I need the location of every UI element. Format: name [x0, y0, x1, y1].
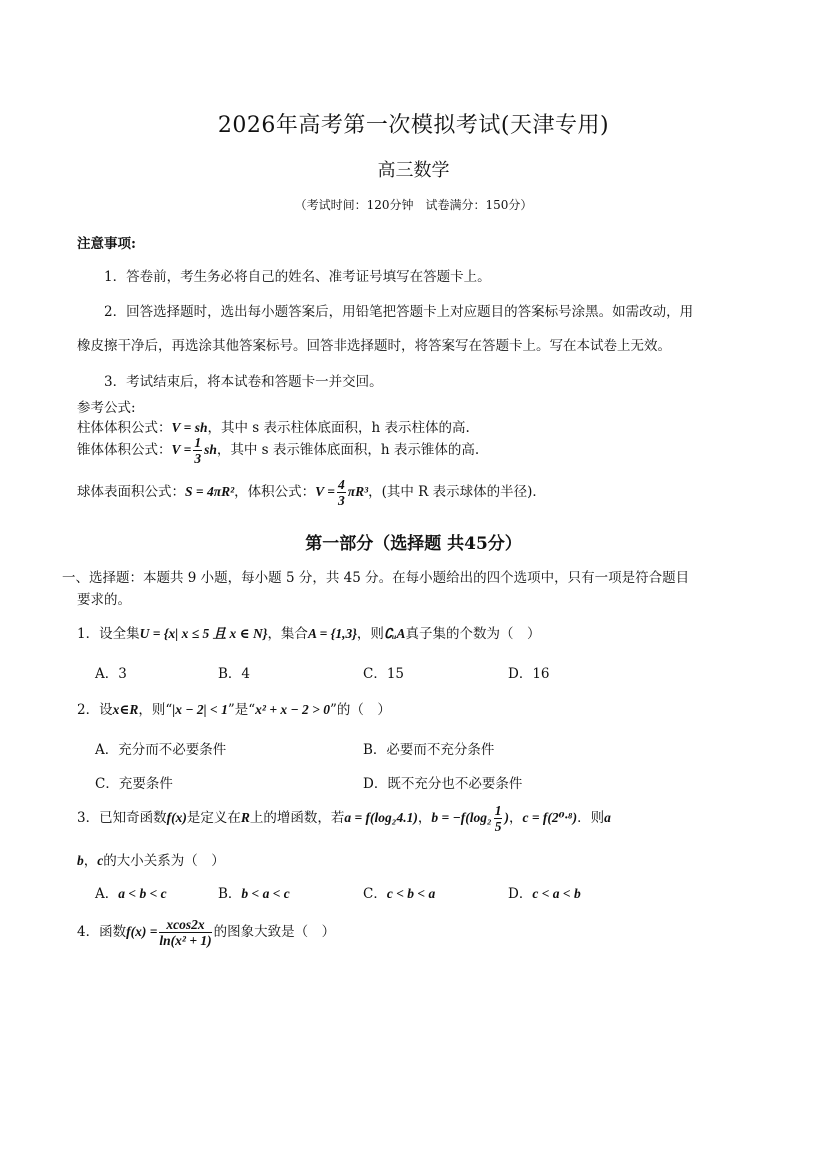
q2-expr2: x² + x − 2 > 0 [255, 702, 331, 717]
q3-post: ．则 [577, 810, 605, 826]
formula-cone-fraction [193, 435, 202, 466]
q3-line2-text: 的大小关系为（ ） [103, 853, 225, 869]
formula-cone-label: 锥体体积公式： [77, 442, 172, 458]
formula-sphere-v: V = [315, 484, 335, 499]
notice-item-1: 1．答卷前，考生务必将自己的姓名、准考证号填写在答题卡上。 [104, 269, 491, 285]
q3-a-var: a [604, 810, 611, 825]
q3-b-den: 5 [494, 819, 502, 834]
q1-mid: ，集合 [267, 626, 308, 642]
formula-sphere-desc: ，(其中 R 表示球体的半径)． [368, 484, 546, 500]
q3-option-b [218, 882, 290, 902]
q3-option-d-label: D． [508, 886, 533, 902]
q3-option-b-expr: b < a < c [241, 886, 290, 901]
q3-fx: f(x) [166, 810, 187, 825]
q3-b-post: ) [504, 810, 509, 825]
section-instructions-line2: 要求的。 [77, 592, 131, 608]
q2-cond: x∈R [112, 702, 139, 717]
q3-mid2: 上的增函数，若 [249, 810, 345, 826]
q3-comma2: ， [508, 810, 523, 826]
q3-option-d-expr: c < a < b [532, 886, 581, 901]
q3-option-b-label: B． [218, 886, 242, 902]
q1-set-a: A = {1,3} [307, 626, 357, 641]
q4-den: ln(x² + 1) [159, 933, 212, 948]
formula-cone-num: 1 [194, 435, 202, 450]
question-4 [77, 917, 335, 948]
q1-set-u: U = {x| x ≤ 5 且 x ∈ N} [139, 626, 268, 641]
q2-option-b: B．必要而不充分条件 [363, 742, 495, 758]
formula-sphere-fraction [337, 477, 346, 508]
q3-pre: 3．已知奇函数 [77, 810, 167, 826]
q1-option-c: C．15 [363, 666, 405, 682]
notice-item-2-line1: 2．回答选择题时，选出每小题答案后，用铅笔把答题卡上对应题目的答案标号涂黑。如需改动，用 [104, 304, 694, 320]
exam-title: 2026年高考第一次模拟考试(天津专用) [217, 113, 610, 138]
q3-line2-c: c [97, 853, 104, 868]
formula-sphere-s: S = 4πR² [185, 484, 235, 499]
formula-cylinder-label: 柱体体积公式： [77, 420, 172, 436]
q3-a-expr: a = f(log₂4.1) [344, 810, 418, 825]
exam-time-info: （考试时间：120分钟 试卷满分：150分） [294, 198, 533, 212]
formula-sphere-pir: πR³ [347, 484, 369, 499]
q2-post: ”的（ ） [330, 702, 391, 718]
q1-post1: ，则 [356, 626, 384, 642]
q4-fx: f(x) = [126, 924, 158, 939]
q4-pre: 4．函数 [77, 924, 127, 940]
q1-option-d: D．16 [508, 666, 550, 682]
exam-subtitle: 高三数学 [377, 160, 450, 181]
q3-b-pre: b = −f(log₂ [431, 810, 492, 825]
formula-cone [77, 435, 479, 466]
q1-option-a: A．3 [95, 666, 127, 682]
formula-cone-den: 3 [194, 451, 202, 466]
formula-sphere-label: 球体表面积公式： [77, 484, 185, 500]
question-3-line1 [77, 803, 611, 834]
formula-sphere-num: 4 [337, 477, 345, 492]
formula-heading: 参考公式: [77, 400, 136, 416]
question-2 [77, 698, 391, 718]
notice-heading: 注意事项: [77, 236, 136, 252]
q3-option-a [95, 882, 167, 902]
q3-c-expr: c = f(2⁰·⁸) [522, 810, 578, 825]
q2-mid2: ”是“ [227, 702, 256, 718]
q3-b-num: 1 [494, 803, 502, 818]
formula-cone-desc: ，其中 s 表示锥体底面积，h 表示锥体的高. [216, 442, 480, 458]
notice-item-3: 3．考试结束后，将本试卷和答题卡一并交回。 [104, 374, 383, 390]
q4-num: xcos2x [159, 917, 211, 933]
formula-sphere-den: 3 [337, 493, 345, 508]
q3-comma1: ， [417, 810, 432, 826]
section-instructions-line1: 一、选择题：本题共 9 小题，每小题 5 分，共 45 分。在每小题给出的四个选项中，只有一项是符合题目 [62, 570, 690, 586]
q3-option-d [508, 882, 581, 902]
notice-item-2-line2: 橡皮擦干净后，再选涂其他答案标号。回答非选择题时，将答案写在答题卡上。写在本试卷上无效。 [77, 338, 671, 354]
formula-cylinder-expr: V = sh [171, 420, 208, 435]
q2-option-a: A．充分而不必要条件 [95, 742, 227, 758]
q3-line2-b: b [77, 853, 84, 868]
q2-option-d: D．既不充分也不必要条件 [363, 776, 523, 792]
q3-r: R [240, 810, 250, 825]
formula-cylinder-desc: ，其中 s 表示柱体底面积，h 表示柱体的高. [207, 420, 470, 436]
q3-option-a-label: A． [95, 886, 119, 902]
q2-mid1: ，则“ [138, 702, 173, 718]
q2-option-c: C．充要条件 [95, 776, 173, 792]
q3-option-c [363, 882, 435, 902]
question-1 [77, 622, 541, 642]
formula-sphere [77, 477, 546, 508]
q3-mid1: 是定义在 [186, 810, 241, 826]
q3-option-c-label: C． [363, 886, 387, 902]
q3-option-a-expr: a < b < c [118, 886, 167, 901]
q4-fraction [159, 917, 211, 948]
q1-complement: ∁ᵤA [383, 626, 406, 641]
formula-cone-v: V = [171, 442, 192, 457]
q1-post2: 真子集的个数为（ ） [405, 626, 541, 642]
question-3-line2: b，c的大小关系为（ ） [77, 853, 225, 869]
q4-post: 的图象大致是（ ） [213, 924, 336, 940]
section-title: 第一部分（选择题 共45分） [305, 534, 522, 554]
q2-expr1: |x − 2| < 1 [172, 702, 228, 717]
formula-cone-sh: sh [204, 442, 217, 457]
q3-b-fraction [494, 803, 503, 834]
q1-option-b: B．4 [218, 666, 251, 682]
q3-option-c-expr: c < b < a [386, 886, 436, 901]
formula-sphere-vol-label: ，体积公式： [234, 484, 316, 500]
formula-cylinder [77, 416, 470, 436]
q2-pre: 2．设 [77, 702, 113, 718]
q1-pre: 1．设全集 [77, 626, 140, 642]
